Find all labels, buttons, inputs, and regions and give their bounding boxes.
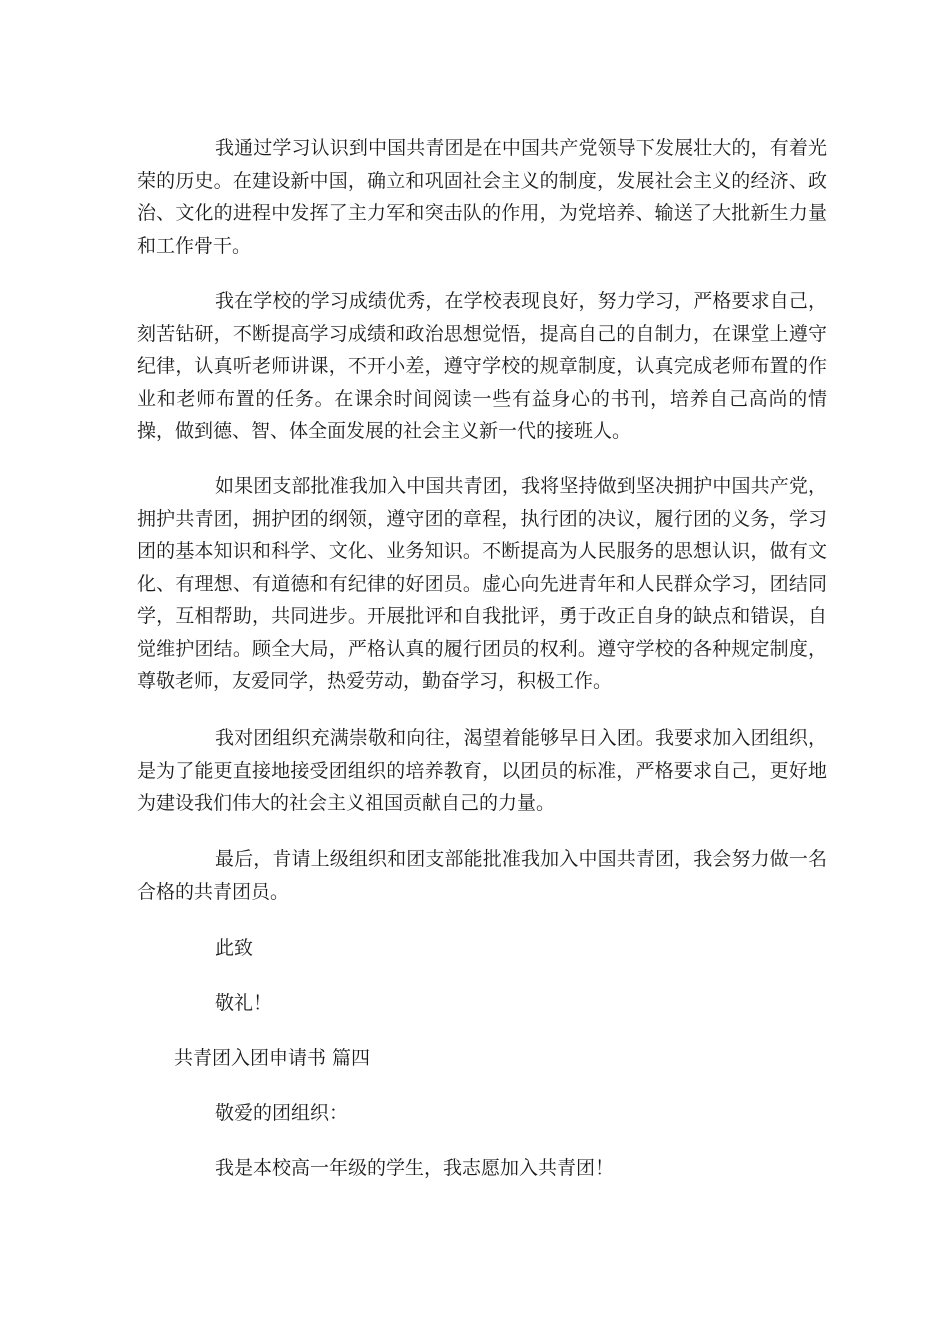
paragraph-aspiration: 我对团组织充满崇敬和向往，渴望着能够早日入团。我要求加入团组织，是为了能更直接地接受团组织的培养教育，以团员的标准，严格要求自己，更好地为建设我们伟大的社会主义祖国贡献自己的力量。 — [137, 727, 827, 814]
letter-greeting: 敬爱的团组织： — [215, 1102, 349, 1124]
closing-salutation-ci-zhi: 此致 — [215, 937, 254, 959]
letter-first-line: 我是本校高一年级的学生，我志愿加入共青团！ — [215, 1157, 615, 1179]
paragraph-request: 最后，肯请上级组织和团支部能批准我加入中国共青团，我会努力做一名合格的共青团员。 — [137, 848, 827, 903]
section-heading: 共青团入团申请书 篇四 — [174, 1047, 371, 1069]
paragraph-history: 我通过学习认识到中国共青团是在中国共产党领导下发展壮大的，有着光荣的历史。在建设新中国，确立和巩固社会主义的制度，发展社会主义的经济、政治、文化的进程中发挥了主力军和突击队的作用，为党培养、输送了大批新生力量和工作骨干。 — [137, 137, 827, 257]
closing-salutation-jing-li: 敬礼！ — [215, 992, 273, 1014]
paragraph-study-performance: 我在学校的学习成绩优秀，在学校表现良好，努力学习，严格要求自己，刻苦钻研，不断提高学习成绩和政治思想觉悟，提高自己的自制力，在课堂上遵守纪律，认真听老师讲课，不开小差，遵守学校的规章制度，认真完成老师布置的作业和老师布置的任务。在课余时间阅读一些有益身心的书刊，培养自己高尚的情操，做到德、智、体全面发展的社会主义新一代的接班人。 — [137, 290, 827, 442]
paragraph-commitments: 如果团支部批准我加入中国共青团，我将坚持做到坚决拥护中国共产党，拥护共青团，拥护团的纲领，遵守团的章程，执行团的决议，履行团的义务，学习团的基本知识和科学、文化、业务知识。不断提高为人民服务的思想认识，做有文化、有理想、有道德和有纪律的好团员。虚心向先进青年和人民群众学习，团结同学，互相帮助，共同进步。开展批评和自我批评，勇于改正自身的缺点和错误，自觉维护团结。顾全大局，严格认真的履行团员的权利。遵守学校的各种规定制度，尊敬老师，友爱同学，热爱劳动，勤奋学习，积极工作。 — [137, 475, 827, 692]
